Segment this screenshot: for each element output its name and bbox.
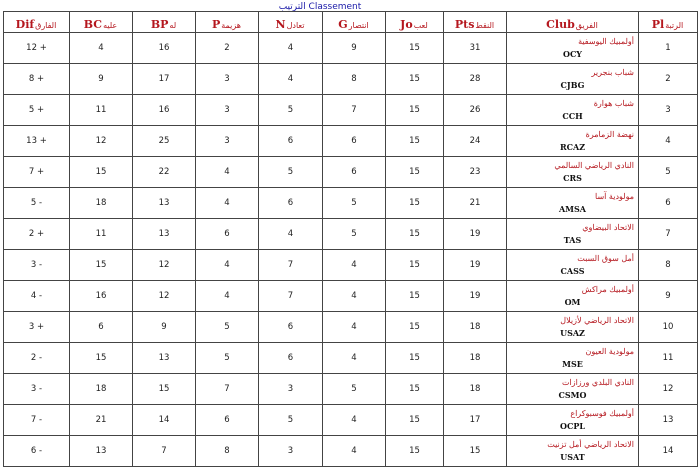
cell-p: 6 (196, 405, 259, 436)
cell-pl: 8 (639, 250, 698, 281)
header-bp: BPله (133, 12, 196, 33)
cell-pl: 13 (639, 405, 698, 436)
cell-p: 2 (196, 33, 259, 64)
cell-n: 3 (259, 374, 323, 405)
cell-pl: 14 (639, 436, 698, 467)
club-arabic-name: النادي البلدي ورزازات (561, 378, 634, 387)
cell-g: 7 (323, 95, 386, 126)
header-n: Nتعادل (259, 12, 323, 33)
cell-dif: 5 - (4, 188, 70, 219)
cell-bc: 21 (70, 405, 133, 436)
cell-g: 4 (323, 436, 386, 467)
cell-club (507, 157, 639, 188)
standings-table (3, 11, 698, 467)
table-row (4, 33, 698, 64)
cell-n: 4 (259, 64, 323, 95)
cell-g: 5 (323, 374, 386, 405)
table-row (4, 281, 698, 312)
club-arabic-name: أولمبيك فوسبوكراع (570, 409, 634, 418)
table-row (4, 312, 698, 343)
club-arabic-name: شباب بنجرير (591, 68, 634, 77)
cell-p: 7 (196, 374, 259, 405)
table-row (4, 405, 698, 436)
cell-jo: 15 (386, 343, 444, 374)
cell-dif: 2 - (4, 343, 70, 374)
cell-bc: 13 (70, 436, 133, 467)
club-arabic-name: النادي الرياضي السالمي (554, 161, 634, 170)
cell-dif: 3 + (4, 312, 70, 343)
cell-n: 5 (259, 157, 323, 188)
cell-jo: 15 (386, 436, 444, 467)
cell-pts: 31 (444, 33, 507, 64)
cell-dif: 5 + (4, 95, 70, 126)
cell-p: 5 (196, 312, 259, 343)
cell-g: 4 (323, 312, 386, 343)
club-code: USAZ (560, 328, 585, 338)
cell-bc: 9 (70, 64, 133, 95)
cell-n: 7 (259, 250, 323, 281)
cell-club (507, 95, 639, 126)
cell-g: 6 (323, 157, 386, 188)
table-row (4, 250, 698, 281)
cell-bc: 15 (70, 250, 133, 281)
table-row (4, 157, 698, 188)
table-row (4, 188, 698, 219)
cell-bp: 12 (133, 250, 196, 281)
cell-jo: 15 (386, 281, 444, 312)
cell-bc: 16 (70, 281, 133, 312)
cell-bp: 9 (133, 312, 196, 343)
cell-n: 7 (259, 281, 323, 312)
cell-p: 8 (196, 436, 259, 467)
cell-bp: 13 (133, 219, 196, 250)
cell-bp: 13 (133, 188, 196, 219)
cell-pts: 18 (444, 374, 507, 405)
club-code: CJBG (560, 80, 585, 90)
cell-jo: 15 (386, 33, 444, 64)
club-arabic-name: نهضة الزمامرة (585, 130, 634, 139)
cell-pts: 18 (444, 343, 507, 374)
header-row (4, 12, 698, 33)
club-code: TAS (563, 235, 582, 245)
cell-pl: 6 (639, 188, 698, 219)
club-code: MSE (562, 359, 583, 369)
cell-pts: 19 (444, 219, 507, 250)
cell-club (507, 374, 639, 405)
cell-club (507, 405, 639, 436)
cell-pl: 4 (639, 126, 698, 157)
club-arabic-name: أمل سوق السبت (577, 254, 634, 263)
club-code: RCAZ (559, 142, 586, 152)
cell-bc: 6 (70, 312, 133, 343)
club-code: CRS (563, 173, 582, 183)
cell-pts: 21 (444, 188, 507, 219)
cell-bc: 18 (70, 188, 133, 219)
club-code: CASS (560, 266, 585, 276)
cell-jo: 15 (386, 374, 444, 405)
cell-g: 6 (323, 126, 386, 157)
cell-jo: 15 (386, 312, 444, 343)
cell-bc: 15 (70, 343, 133, 374)
cell-p: 3 (196, 126, 259, 157)
header-jo: Joلعب (386, 12, 444, 33)
cell-g: 8 (323, 64, 386, 95)
cell-dif: 3 - (4, 374, 70, 405)
cell-bp: 22 (133, 157, 196, 188)
cell-bp: 7 (133, 436, 196, 467)
cell-club (507, 188, 639, 219)
cell-bp: 15 (133, 374, 196, 405)
cell-pts: 19 (444, 250, 507, 281)
cell-bp: 25 (133, 126, 196, 157)
header-club: Clubالفريق (507, 12, 639, 33)
table-row (4, 374, 698, 405)
cell-bc: 18 (70, 374, 133, 405)
cell-pl: 9 (639, 281, 698, 312)
cell-n: 5 (259, 95, 323, 126)
cell-club (507, 33, 639, 64)
header-pts: Ptsالنقط (444, 12, 507, 33)
cell-pl: 10 (639, 312, 698, 343)
club-arabic-name: أولمبيك اليوسفية (578, 37, 634, 46)
club-code: USAT (560, 452, 585, 462)
cell-club (507, 126, 639, 157)
table-row (4, 436, 698, 467)
cell-p: 4 (196, 281, 259, 312)
cell-bp: 13 (133, 343, 196, 374)
cell-pl: 5 (639, 157, 698, 188)
cell-n: 4 (259, 33, 323, 64)
cell-g: 5 (323, 219, 386, 250)
standings-body (4, 33, 698, 467)
page-title: الترتيب Classement (278, 2, 362, 12)
cell-jo: 15 (386, 188, 444, 219)
cell-club (507, 64, 639, 95)
cell-n: 6 (259, 188, 323, 219)
club-code: OCY (562, 49, 583, 59)
cell-pts: 15 (444, 436, 507, 467)
cell-dif: 6 - (4, 436, 70, 467)
cell-pl: 2 (639, 64, 698, 95)
cell-pl: 7 (639, 219, 698, 250)
cell-p: 5 (196, 343, 259, 374)
cell-bc: 15 (70, 157, 133, 188)
cell-g: 4 (323, 250, 386, 281)
header-bc: BCعليه (70, 12, 133, 33)
cell-pts: 26 (444, 95, 507, 126)
cell-pts: 18 (444, 312, 507, 343)
cell-club (507, 343, 639, 374)
cell-g: 4 (323, 281, 386, 312)
club-arabic-name: مولودية آسا (595, 192, 634, 201)
cell-pl: 3 (639, 95, 698, 126)
cell-bc: 11 (70, 219, 133, 250)
cell-jo: 15 (386, 405, 444, 436)
cell-dif: 3 - (4, 250, 70, 281)
cell-jo: 15 (386, 95, 444, 126)
cell-dif: 8 + (4, 64, 70, 95)
cell-club (507, 250, 639, 281)
cell-dif: 4 - (4, 281, 70, 312)
cell-pts: 17 (444, 405, 507, 436)
table-row (4, 126, 698, 157)
cell-n: 6 (259, 343, 323, 374)
cell-pts: 28 (444, 64, 507, 95)
club-arabic-name: مولودية العيون (585, 347, 634, 356)
club-code: OCPL (560, 421, 585, 431)
club-arabic-name: الاتحاد الرياضي أمل تزنيت (547, 440, 634, 449)
cell-g: 4 (323, 405, 386, 436)
cell-p: 3 (196, 95, 259, 126)
table-row (4, 219, 698, 250)
cell-club (507, 436, 639, 467)
cell-jo: 15 (386, 157, 444, 188)
cell-n: 3 (259, 436, 323, 467)
cell-dif: 2 + (4, 219, 70, 250)
cell-bc: 4 (70, 33, 133, 64)
cell-pts: 24 (444, 126, 507, 157)
cell-dif: 13 + (4, 126, 70, 157)
table-row (4, 343, 698, 374)
club-arabic-name: الاتحاد الرياضي لأزيلال (560, 316, 634, 325)
cell-bp: 12 (133, 281, 196, 312)
club-arabic-name: الاتحاد البيضاوي (582, 223, 634, 232)
cell-p: 4 (196, 250, 259, 281)
cell-pts: 19 (444, 281, 507, 312)
cell-club (507, 281, 639, 312)
cell-p: 3 (196, 64, 259, 95)
header-g: Gانتصار (323, 12, 386, 33)
cell-bc: 11 (70, 95, 133, 126)
cell-jo: 15 (386, 250, 444, 281)
cell-bp: 16 (133, 95, 196, 126)
cell-n: 5 (259, 405, 323, 436)
cell-bp: 16 (133, 33, 196, 64)
club-code: CCH (562, 111, 583, 121)
cell-dif: 7 + (4, 157, 70, 188)
header-pl: Plالرتبة (639, 12, 698, 33)
cell-dif: 7 - (4, 405, 70, 436)
cell-p: 6 (196, 219, 259, 250)
club-arabic-name: شباب هوارة (593, 99, 634, 108)
club-code: OM (564, 297, 581, 307)
cell-g: 5 (323, 188, 386, 219)
cell-n: 6 (259, 126, 323, 157)
cell-g: 9 (323, 33, 386, 64)
cell-club (507, 219, 639, 250)
table-row (4, 95, 698, 126)
cell-pl: 12 (639, 374, 698, 405)
header-dif: Difالفارق (4, 12, 70, 33)
cell-n: 4 (259, 219, 323, 250)
table-row (4, 64, 698, 95)
cell-dif: 12 + (4, 33, 70, 64)
cell-club (507, 312, 639, 343)
cell-jo: 15 (386, 219, 444, 250)
cell-pl: 11 (639, 343, 698, 374)
cell-jo: 15 (386, 64, 444, 95)
header-p: Pهزيمة (196, 12, 259, 33)
cell-p: 4 (196, 157, 259, 188)
cell-g: 4 (323, 343, 386, 374)
cell-bp: 17 (133, 64, 196, 95)
club-arabic-name: أولمبيك مراكش (581, 285, 634, 294)
cell-p: 4 (196, 188, 259, 219)
club-code: AMSA (558, 204, 587, 214)
cell-pts: 23 (444, 157, 507, 188)
cell-n: 6 (259, 312, 323, 343)
cell-pl: 1 (639, 33, 698, 64)
cell-bp: 14 (133, 405, 196, 436)
cell-bc: 12 (70, 126, 133, 157)
club-code: CSMO (558, 390, 587, 400)
cell-jo: 15 (386, 126, 444, 157)
